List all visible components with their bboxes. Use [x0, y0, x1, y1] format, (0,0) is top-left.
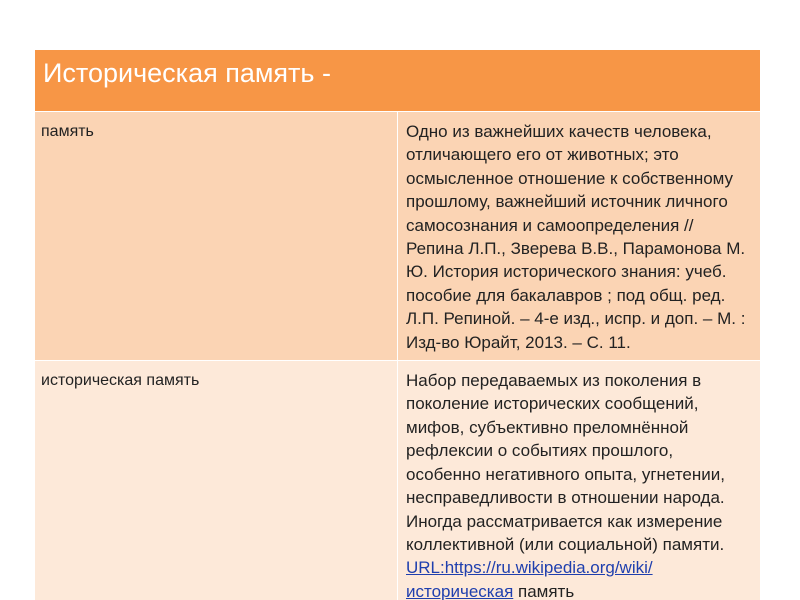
definitions-table [34, 49, 761, 600]
term-cell: память [35, 112, 398, 361]
definition-cell: Одно из важнейших качеств человека, отличающего его от животных; это осмысленное отношение к собственному прошлому, важнейший источник личного самосознания и самоопределения // Репина Л.П., Зверева В.В., Парамонова М. Ю. История исторического знания: учеб. пособие для бакалавров ; под общ. ред. Л.П. Репиной. – 4-е изд., испр. и доп. – М. : Изд-во Юрайт, 2013. – С. 11. [398, 112, 761, 361]
wikipedia-link[interactable]: URL:https://ru.wikipedia.org/wiki/историческая [406, 558, 653, 600]
definition-cell [398, 361, 761, 600]
term-cell: историческая память [35, 361, 398, 600]
link-tail-text: память [513, 581, 575, 600]
table-row [35, 112, 761, 361]
table-title: Историческая память - [35, 50, 761, 112]
definition-text: Набор передаваемых из поколения в поколение исторических сообщений, мифов, субъективно преломнённой рефлексии о событиях прошлого, особенно негативного опыта, угнетении, несправедливости в отношении народа. Иногда рассматривается как измерение коллективной (или социальной) памяти. [406, 371, 725, 554]
table-row [35, 361, 761, 600]
